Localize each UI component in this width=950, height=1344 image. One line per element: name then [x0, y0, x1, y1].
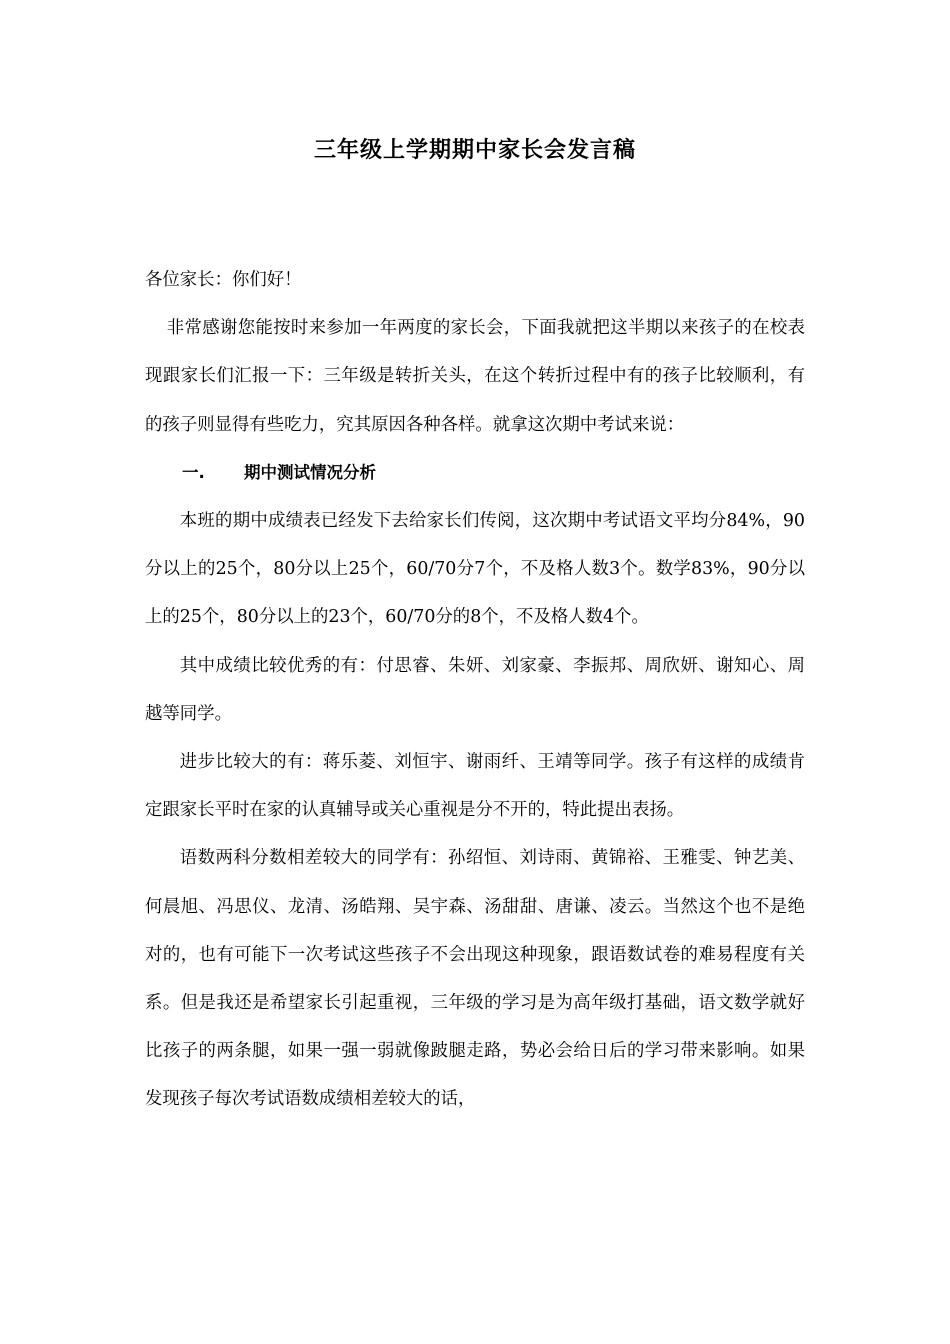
document-title: 三年级上学期期中家长会发言稿: [313, 138, 636, 163]
section-heading: [145, 449, 805, 497]
salutation: 各位家长：你们好！: [145, 270, 302, 290]
section-number: 一.: [182, 462, 205, 482]
document-body: [145, 256, 805, 1124]
paragraph-excellent: 其中成绩比较优秀的有：付思睿、朱妍、刘家豪、李振邦、周欣妍、谢知心、周越等同学。: [145, 655, 805, 724]
section-title: 期中测试情况分析: [244, 462, 376, 482]
paragraph-progress: 进步比较大的有：蒋乐菱、刘恒宇、谢雨纤、王靖等同学。孩子有这样的成绩肯定跟家长平时在家的认真辅导或关心重视是分不开的，特此提出表扬。: [145, 752, 805, 821]
intro-paragraph: 非常感谢您能按时来参加一年两度的家长会，下面我就把这半期以来孩子的在校表现跟家长们汇报一下：三年级是转折关头，在这个转折过程中有的孩子比较顺利，有的孩子则显得有些吃力，究其原因各种各样。就拿这次期中考试来说：: [145, 318, 805, 435]
paragraph-gap: 语数两科分数相差较大的同学有：孙绍恒、刘诗雨、黄锦裕、王雅雯、钟艺美、何晨旭、冯思仪、龙清、汤皓翔、吴宇森、汤甜甜、唐谦、凌云。当然这个也不是绝对的，也有可能下一次考试这些孩子不会出现这种现象，跟语数试卷的难易程度有关系。但是我还是希望家长引起重视，三年级的学习是为高年级打基础，语文数学就好比孩子的两条腿，如果一强一弱就像跛腿走路，势必会给日后的学习带来影响。如果发现孩子每次考试语数成绩相差较大的话，: [145, 848, 805, 1110]
paragraph-scores: 本班的期中成绩表已经发下去给家长们传阅，这次期中考试语文平均分84%，90分以上的25个，80分以上25个，60/70分7个，不及格人数3个。数学83%，90分以上的25个，80分以上的23个，60/70分的8个，不及格人数4个。: [145, 511, 805, 628]
